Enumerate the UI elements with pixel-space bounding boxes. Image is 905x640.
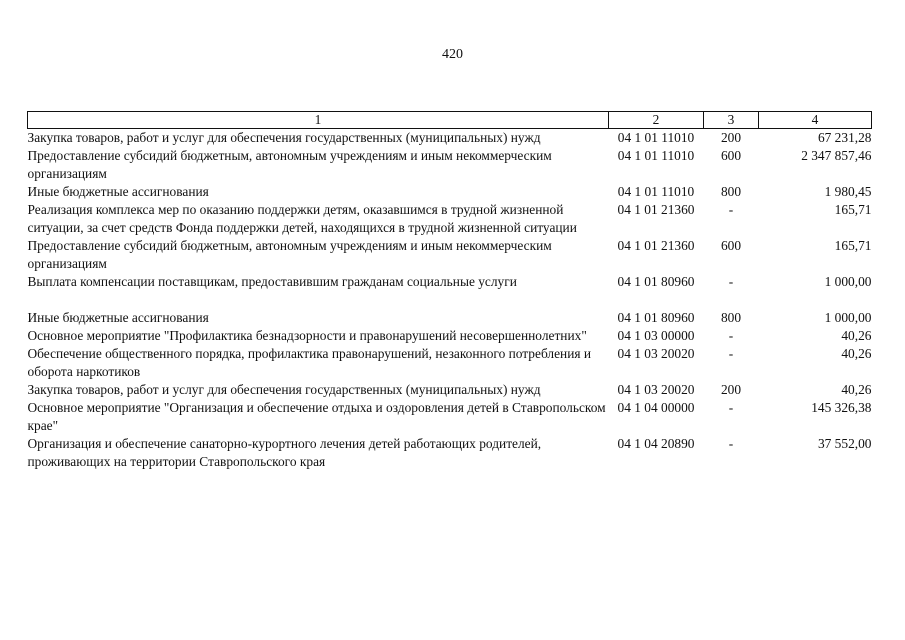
row-code: 04 1 04 20890 — [617, 436, 695, 451]
row-type: 800 — [720, 310, 742, 325]
row-type: 600 — [720, 148, 742, 163]
row-name: Иные бюджетные ассигнования — [27, 310, 209, 325]
table-row — [28, 309, 872, 327]
column-header-4: 4 — [759, 112, 872, 129]
row-name: Иные бюджетные ассигнования — [27, 184, 209, 199]
table-row — [28, 435, 872, 471]
row-sum: 1 000,00 — [824, 310, 872, 325]
row-name: Организация и обеспечение санаторно-курортного лечения детей работающих родителей, проживающих на территории Ставропольского края — [27, 436, 542, 469]
table-row — [28, 399, 872, 435]
table-row — [28, 129, 872, 148]
table-row — [28, 381, 872, 399]
row-code: 04 1 03 20020 — [617, 382, 695, 397]
table-row — [28, 183, 872, 201]
row-type: 800 — [720, 184, 742, 199]
table-row — [28, 327, 872, 345]
budget-table — [27, 111, 872, 471]
row-sum: 40,26 — [841, 328, 872, 343]
row-code: 04 1 01 80960 — [617, 310, 695, 325]
row-sum: 165,71 — [834, 202, 872, 217]
row-name: Основное мероприятие "Профилактика безнадзорности и правонарушений несовершеннолетних" — [27, 328, 587, 343]
row-name: Предоставление субсидий бюджетным, автономным учреждениям и иным некоммерческим организациям — [27, 148, 552, 181]
row-type: - — [728, 202, 734, 217]
table-row — [28, 273, 872, 309]
row-type: - — [728, 400, 734, 415]
row-code: 04 1 04 00000 — [617, 400, 695, 415]
row-sum: 2 347 857,46 — [801, 148, 872, 163]
table-row — [28, 147, 872, 183]
row-name: Закупка товаров, работ и услуг для обеспечения государственных (муниципальных) нужд — [27, 382, 541, 397]
row-type: - — [728, 328, 734, 343]
row-type: - — [728, 346, 734, 361]
row-type: 600 — [720, 238, 742, 253]
row-sum: 67 231,28 — [817, 130, 872, 145]
table-row — [28, 201, 872, 237]
row-name: Закупка товаров, работ и услуг для обеспечения государственных (муниципальных) нужд — [27, 130, 541, 145]
row-code: 04 1 01 11010 — [617, 184, 695, 199]
row-code: 04 1 01 21360 — [617, 238, 695, 253]
row-sum: 145 326,38 — [811, 400, 872, 415]
table-row — [28, 345, 872, 381]
row-name: Выплата компенсации поставщикам, предоставившим гражданам социальные услуги — [27, 274, 517, 289]
row-code: 04 1 01 11010 — [617, 148, 695, 163]
row-name: Основное мероприятие "Организация и обеспечение отдыха и оздоровления детей в Ставропольском крае" — [27, 400, 606, 433]
column-header-3: 3 — [704, 112, 759, 129]
row-name: Реализация комплекса мер по оказанию поддержки детям, оказавшимся в трудной жизненной ситуации, за счет средств Фонда поддержки детей, находящихся в трудной жизненной ситуации — [27, 202, 577, 235]
page-number: 420 — [442, 47, 463, 62]
row-name: Обеспечение общественного порядка, профилактика правонарушений, незаконного потребления и оборота наркотиков — [27, 346, 592, 379]
row-type: - — [728, 274, 734, 289]
row-code: 04 1 03 00000 — [617, 328, 695, 343]
row-sum: 37 552,00 — [817, 436, 872, 451]
row-code: 04 1 01 11010 — [617, 130, 695, 145]
table-row — [28, 237, 872, 273]
row-code: 04 1 03 20020 — [617, 346, 695, 361]
row-sum: 40,26 — [841, 346, 872, 361]
row-code: 04 1 01 21360 — [617, 202, 695, 217]
row-type: 200 — [720, 130, 742, 145]
column-header-2: 2 — [609, 112, 704, 129]
table-header-row — [28, 112, 872, 129]
row-sum: 165,71 — [834, 238, 872, 253]
row-sum: 40,26 — [841, 382, 872, 397]
row-type: 200 — [720, 382, 742, 397]
column-header-1: 1 — [28, 112, 609, 129]
row-type: - — [728, 436, 734, 451]
row-name: Предоставление субсидий бюджетным, автономным учреждениям и иным некоммерческим организациям — [27, 238, 552, 271]
row-sum: 1 980,45 — [824, 184, 872, 199]
row-sum: 1 000,00 — [824, 274, 872, 289]
row-code: 04 1 01 80960 — [617, 274, 695, 289]
